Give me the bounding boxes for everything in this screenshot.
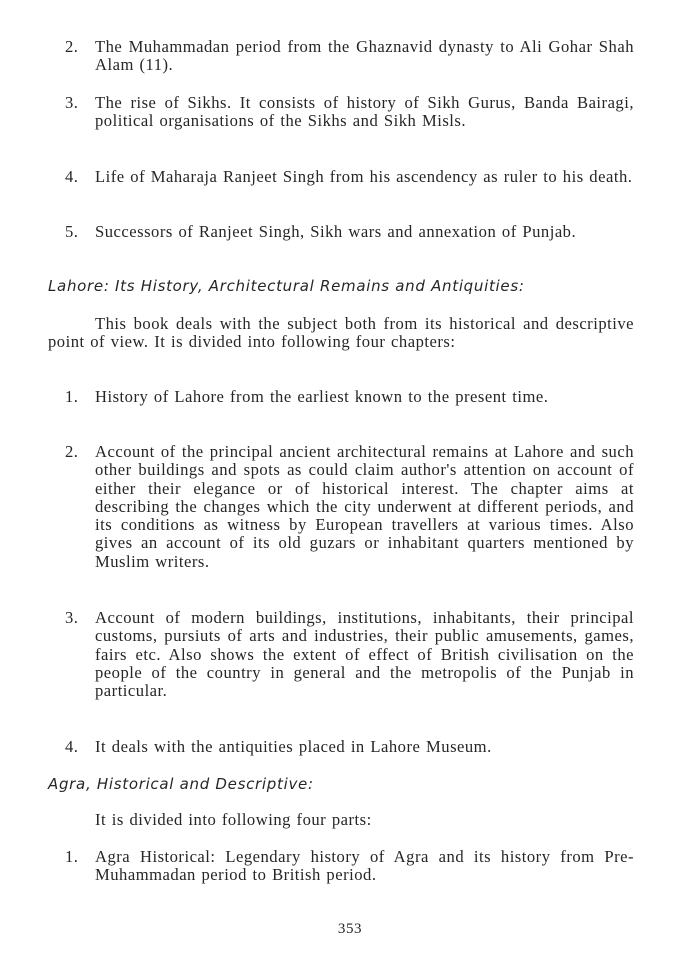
list-item-number: 1.: [65, 387, 79, 406]
list-item-text: History of Lahore from the earliest known to the present time.: [95, 387, 549, 406]
section-heading-lahore: Lahore: Its History, Architectural Remains and Antiquities:: [48, 277, 525, 295]
list-item: [48, 848, 634, 885]
list-item-text: Account of the principal ancient architectural remains at Lahore and such other buildings and spots as could claim author's attention on account of either their elegance or of historical interest. The chapter aims at describing the changes which the city underwent at different periods, and its conditions as witness by European travellers at various times. Also gives an account of its old guzars or inhabitant quarters mentioned by Muslim writers.: [95, 442, 634, 571]
list-item-text: Life of Maharaja Ranjeet Singh from his ascendency as ruler to his death.: [95, 167, 633, 186]
list-item-text: Account of modern buildings, institutions, inhabitants, their principal customs, pursiuts of arts and industries, their public amusements, games, fairs etc. Also shows the extent of effect of British civilisation on the people of the country in general and the metropolis of the Punjab in particular.: [95, 608, 634, 701]
list-item-number: 4.: [65, 167, 79, 186]
list-item-text: The Muhammadan period from the Ghaznavid dynasty to Ali Gohar Shah Alam (11).: [95, 37, 634, 75]
section-intro-lahore: This book deals with the subject both from its historical and descriptive point of view. It is divided into following four chapters:: [48, 314, 634, 352]
section-intro-agra: It is divided into following four parts:: [95, 810, 372, 829]
list-item-number: 1.: [65, 847, 79, 866]
list-item-number: 4.: [65, 737, 79, 756]
list-item: [48, 38, 634, 75]
list-item: [48, 223, 634, 241]
list-item-text: Agra Historical: Legendary history of Agra and its history from Pre-Muhammadan period to British period.: [95, 847, 634, 885]
list-item: [48, 94, 634, 131]
list-item-number: 5.: [65, 222, 79, 241]
list-item-text: The rise of Sikhs. It consists of history of Sikh Gurus, Banda Bairagi, political organisations of the Sikhs and Sikh Misls.: [95, 93, 634, 131]
list-item: [48, 388, 634, 406]
list-item-text: Successors of Ranjeet Singh, Sikh wars and annexation of Punjab.: [95, 222, 577, 241]
list-item-number: 2.: [65, 37, 79, 56]
list-item: [48, 609, 634, 700]
list-item-number: 2.: [65, 442, 79, 461]
list-item: [48, 168, 634, 186]
list-item-text: It deals with the antiquities placed in Lahore Museum.: [95, 737, 492, 756]
list-item: [48, 738, 634, 756]
list-item: [48, 443, 634, 571]
page-number: 353: [337, 921, 363, 937]
list-item-number: 3.: [65, 93, 79, 112]
section-heading-agra: Agra, Historical and Descriptive:: [48, 775, 314, 793]
list-item-number: 3.: [65, 608, 79, 627]
